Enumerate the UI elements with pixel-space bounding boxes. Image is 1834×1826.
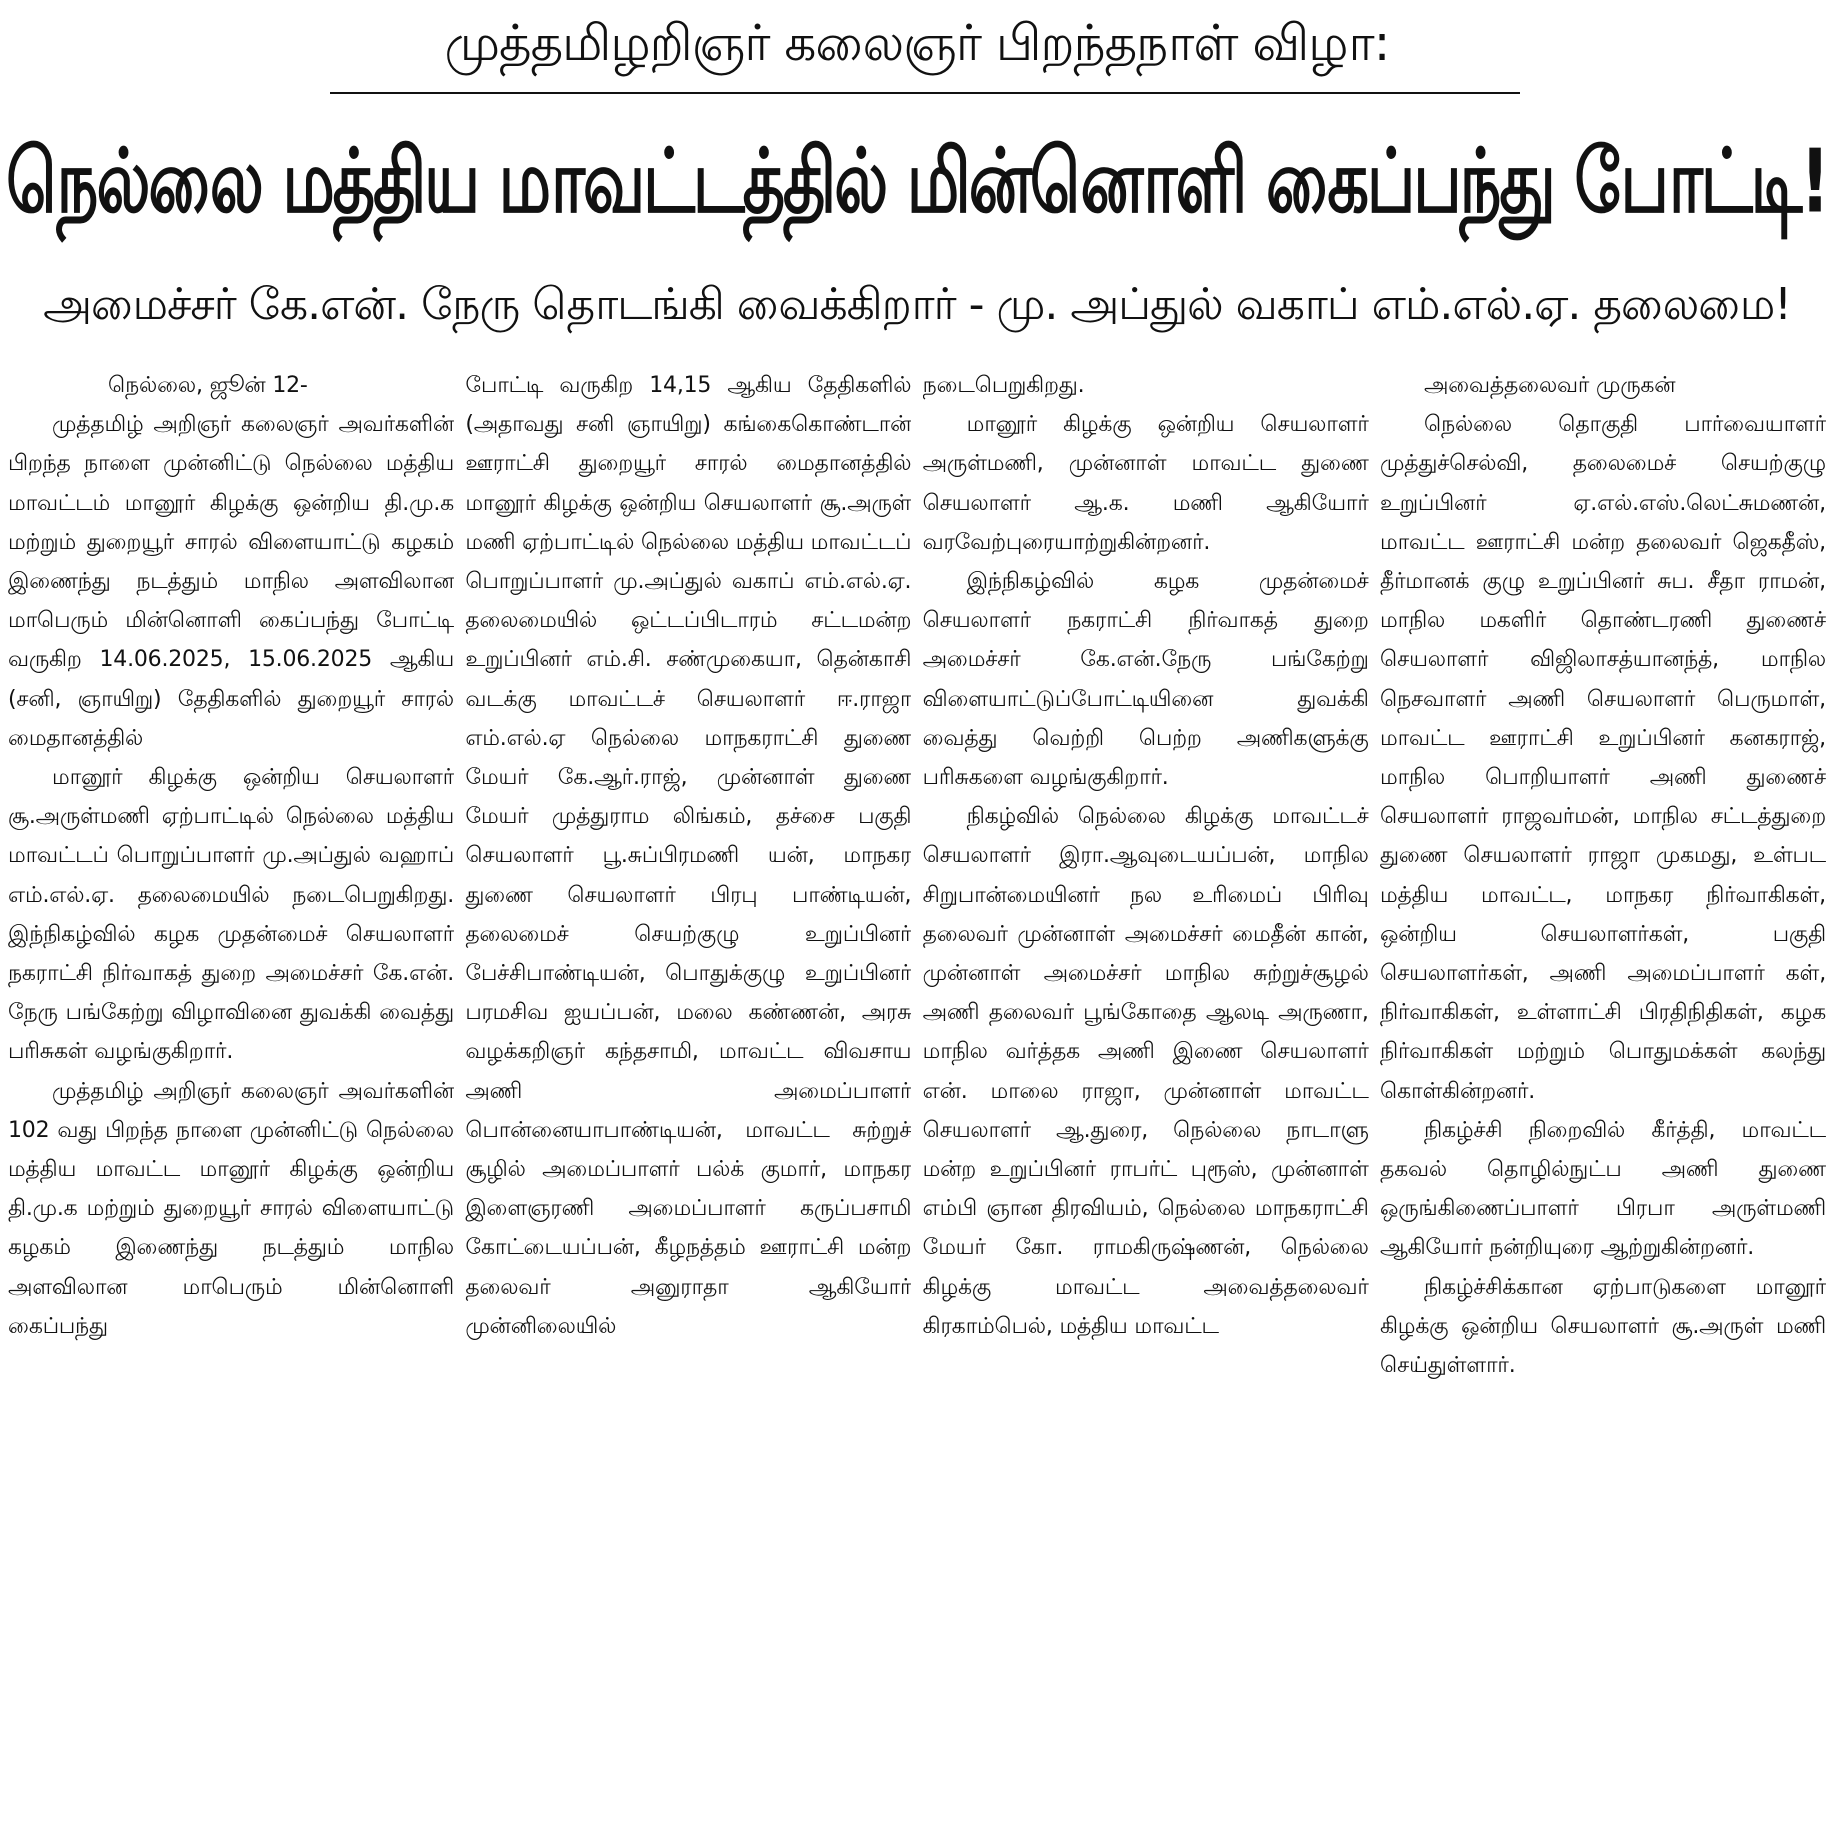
paragraph: நிகழ்ச்சிக்கான ஏற்பாடுகளை மானூர் கிழக்கு ஒன்றிய செயலாளர் சூ.அருள் மணி செய்துள்ளார்.	[1379, 1274, 1826, 1379]
paragraph: நெல்லை தொகுதி பார்வையாளர் முத்துச்செல்வி, தலைமைச் செயற்குழு உறுப்பினர் ஏ.எல்.எஸ்.லெட்சுமணன், மாவட்ட ஊராட்சி மன்ற தலைவர் ஜெகதீஸ், தீர்மானக் குழு உறுப்பினர் சுப. சீதா ராமன், மாநில மகளிர் தொண்டரணி துணைச் செயலாளர் விஜிலாசத்யானந்த், மாநில நெசவாளர் அணி செயலாளர் பெருமாள், மாவட்ட ஊராட்சி உறுப்பினர் கனகராஜ், மாநில பொறியாளர் அணி துணைச் செயலாளர் ராஜவர்மன், மாநில சட்டத்துறை துணை செயலாளர் ராஜா முகமது, உள்பட மத்திய மாவட்ட, மாநகர நிர்வாகிகள், ஒன்றிய செயலாளர்கள், பகுதி செயலாளர்கள், அணி அமைப்பாளர் கள், நிர்வாகிகள், உள்ளாட்சி பிரதிநிதிகள், கழக நிர்வாகிகள் மற்றும் பொதுமக்கள் கலந்து கொள்கின்றனர்.	[1379, 412, 1826, 1104]
article-column-4	[1380, 366, 1826, 1818]
paragraph: நிகழ்ச்சி நிறைவில் கீர்த்தி, மாவட்ட தகவல் தொழில்நுட்ப அணி துணை ஒருங்கிணைப்பாளர் பிரபா அருள்மணி ஆகியோர் நன்றியுரை ஆற்றுகின்றனர்.	[1379, 1117, 1826, 1261]
article-column-1	[8, 366, 454, 1818]
dateline: நெல்லை, ஜூன் 12-	[108, 373, 308, 398]
paragraph: மானூர் கிழக்கு ஒன்றிய செயலாளர் அருள்மணி, முன்னாள் மாவட்ட துணை செயலாளர் ஆ.க. மணி ஆகியோர் வரவேற்புரையாற்றுகின்றனர்.	[922, 412, 1369, 555]
article-kicker: முத்தமிழறிஞர் கலைஞர் பிறந்தநாள் விழா:	[444, 14, 1390, 72]
article-body	[8, 366, 1826, 1818]
paragraph: மானூர் கிழக்கு ஒன்றிய செயலாளர் சூ.அருள்மணி ஏற்பாட்டில் நெல்லை மத்திய மாவட்டப் பொறுப்பாளர் மு.அப்துல் வஹாப் எம்.எல்.ஏ. தலைமையில் நடைபெறுகிறது. இந்நிகழ்வில் கழக முதன்மைச் செயலாளர் நகராட்சி நிர்வாகத் துறை அமைச்சர் கே.என். நேரு பங்கேற்று விழாவினை துவக்கி வைத்து பரிசுகள் வழங்குகிறார்.	[8, 765, 454, 1065]
article-headline: நெல்லை மத்திய மாவட்டத்தில் மின்னொளி கைப்பந்து போட்டி!	[6, 131, 1828, 233]
paragraph: அவைத்தலைவர் முருகன்	[1423, 373, 1676, 398]
paragraph: போட்டி வருகிற 14,15 ஆகிய தேதிகளில் (அதாவது சனி ஞாயிறு) கங்கைகொண்டான் ஊராட்சி துறையூர் சாரல் மைதானத்தில் மானூர் கிழக்கு ஒன்றிய செயலாளர் சூ.அருள் மணி ஏற்பாட்டில் நெல்லை மத்திய மாவட்டப் பொறுப்பாளர் மு.அப்துல் வகாப் எம்.எல்.ஏ. தலைமையில் ஒட்டப்பிடாரம் சட்டமன்ற உறுப்பினர் எம்.சி. சண்முகையா, தென்காசி வடக்கு மாவட்டச் செயலாளர் ஈ.ராஜா எம்.எல்.ஏ நெல்லை மாநகராட்சி துணை மேயர் கே.ஆர்.ராஜ், முன்னாள் துணை மேயர் முத்துராம லிங்கம், தச்சை பகுதி செயலாளர் பூ.சுப்பிரமணி யன், மாநகர துணை செயலாளர் பிரபு பாண்டியன், தலைமைச் செயற்குழு உறுப்பினர் பேச்சிபாண்டியன், பொதுக்குழு உறுப்பினர் பரமசிவ ஐயப்பன், மலை கண்ணன், அரசு வழக்கறிஞர் கந்தசாமி, மாவட்ட விவசாய அணி அமைப்பாளர் பொன்னையாபாண்டியன், மாவட்ட சுற்றுச் சூழில் அமைப்பாளர் பல்க் குமார், மாநகர இளைஞரணி அமைப்பாளர் கருப்பசாமி கோட்டையப்பன், கீழநத்தம் ஊராட்சி மன்ற தலைவர் அனுராதா ஆகியோர் முன்னிலையில்	[465, 373, 912, 1339]
paragraph: நடைபெறுகிறது.	[922, 373, 1085, 398]
paragraph: இந்நிகழ்வில் கழக முதன்மைச் செயலாளர் நகராட்சி நிர்வாகத் துறை அமைச்சர் கே.என்.நேரு பங்கேற்று விளையாட்டுப்போட்டியினை துவக்கி வைத்து வெற்றி பெற்ற அணிகளுக்கு பரிசுகளை வழங்குகிறார்.	[922, 569, 1369, 791]
paragraph: முத்தமிழ் அறிஞர் கலைஞர் அவர்களின் 102 வது பிறந்த நாளை முன்னிட்டு நெல்லை மத்திய மாவட்ட மானூர் கிழக்கு ஒன்றிய தி.மு.க மற்றும் துறையூர் சாரல் விளையாட்டு கழகம் இணைந்து நடத்தும் மாநில அளவிலான மாபெரும் மின்னொளி கைப்பந்து	[8, 1078, 454, 1339]
paragraph: முத்தமிழ் அறிஞர் கலைஞர் அவர்களின் பிறந்த நாளை முன்னிட்டு நெல்லை மத்திய மாவட்டம் மானூர் கிழக்கு ஒன்றிய தி.மு.க மற்றும் துறையூர் சாரல் விளையாட்டு கழகம் இணைந்து நடத்தும் மாநில அளவிலான மாபெரும் மின்னொளி கைப்பந்து போட்டி வருகிற 14.06.2025, 15.06.2025 ஆகிய (சனி, ஞாயிறு) தேதிகளில் துறையூர் சாரல் மைதானத்தில்	[8, 412, 454, 751]
article-subhead: அமைச்சர் கே.என். நேரு தொடங்கி வைக்கிறார் - மு. அப்துல் வகாப் எம்.எல்.ஏ. தலைமை!	[43, 279, 1791, 330]
article-column-3	[923, 366, 1369, 1818]
article-column-2	[465, 366, 911, 1818]
paragraph: நிகழ்வில் நெல்லை கிழக்கு மாவட்டச் செயலாளர் இரா.ஆவுடையப்பன், மாநில சிறுபான்மையினர் நல உரிமைப் பிரிவு தலைவர் முன்னாள் அமைச்சர் மைதீன் கான், முன்னாள் அமைச்சர் மாநில சுற்றுச்சூழல் அணி தலைவர் பூங்கோதை ஆலடி அருணா, மாநில வர்த்தக அணி இணை செயலாளர் என். மாலை ராஜா, முன்னாள் மாவட்ட செயலாளர் ஆ.துரை, நெல்லை நாடாளு மன்ற உறுப்பினர் ராபர்ட் புரூஸ், முன்னாள் எம்பி ஞான திரவியம், நெல்லை மாநகராட்சி மேயர் கோ. ராமகிருஷ்ணன், நெல்லை கிழக்கு மாவட்ட அவைத்தலைவர் கிரகாம்பெல், மத்திய மாவட்ட	[922, 804, 1369, 1339]
